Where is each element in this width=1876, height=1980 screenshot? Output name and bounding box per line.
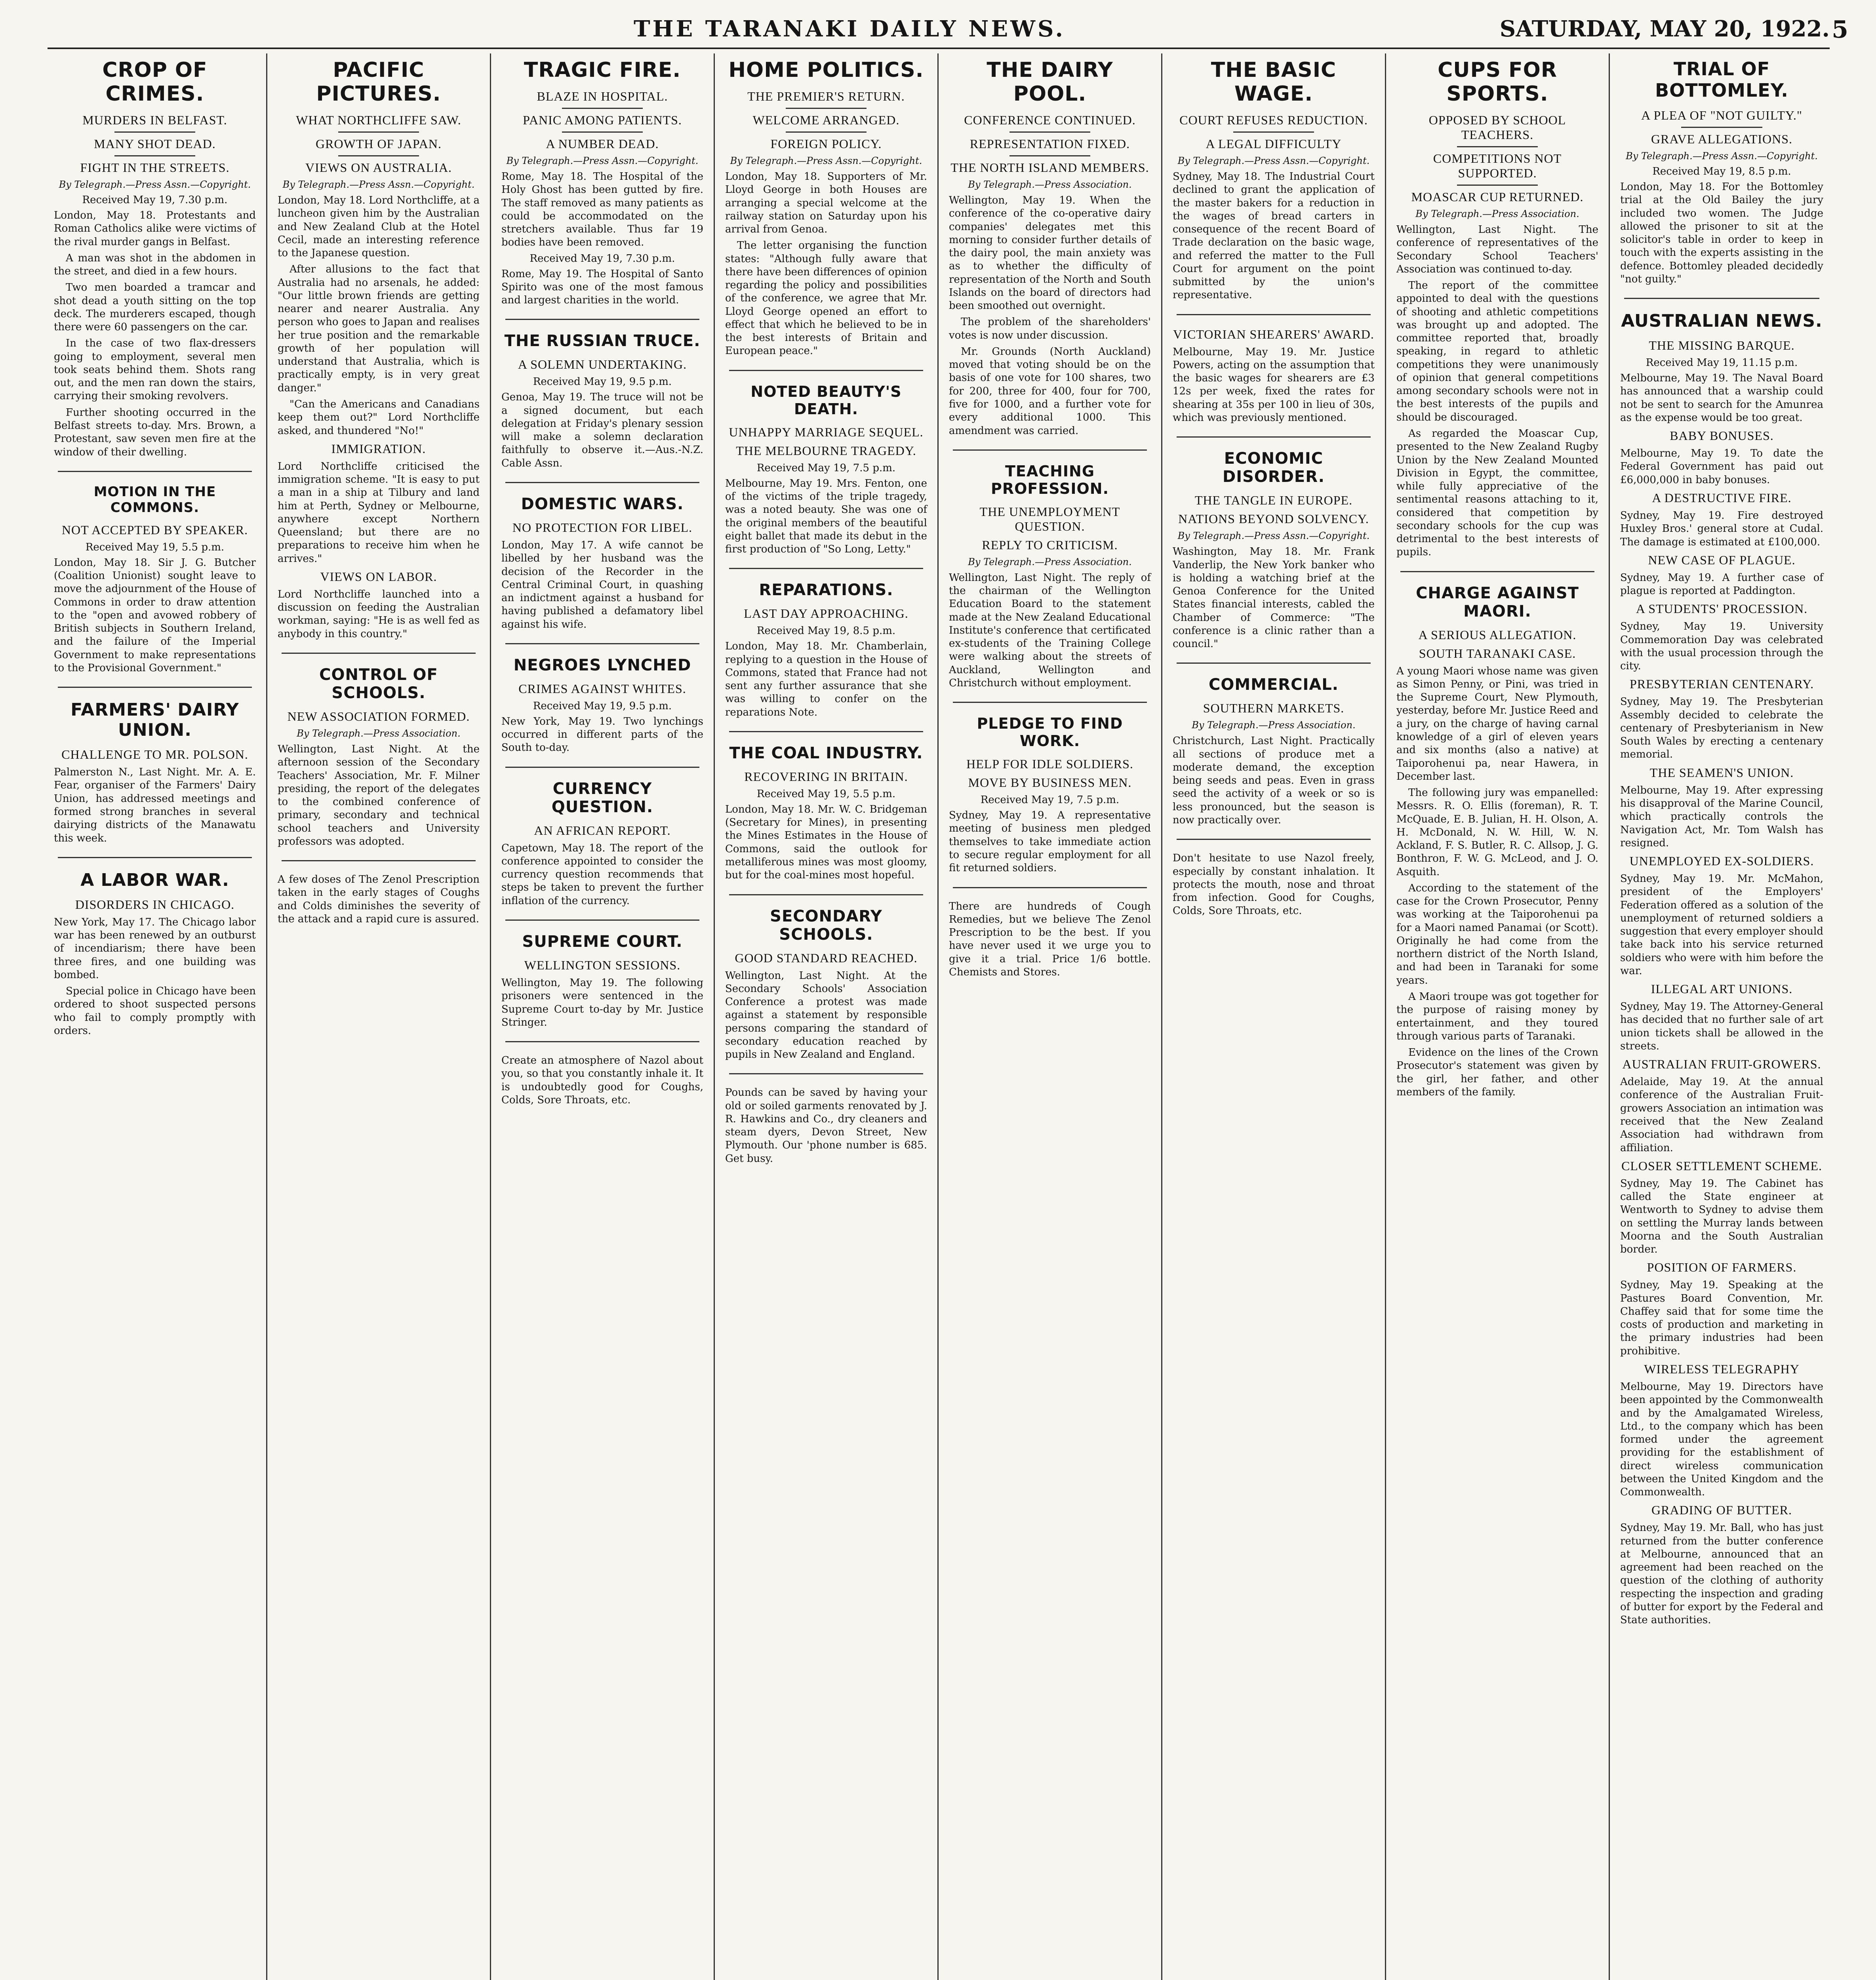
headline: THE COAL INDUSTRY. bbox=[729, 744, 923, 762]
paragraph: London, May 17. A wife cannot be libelled by her husband was the decision of the Recorder in the Central Criminal Court, in quashing an indictment against a husband for having published a defamatory libel against his wife. bbox=[501, 539, 703, 630]
subheadline: AUSTRALIAN FRUIT-GROWERS. bbox=[1622, 1057, 1821, 1072]
subheadline: THE SEAMEN'S UNION. bbox=[1649, 765, 1794, 780]
paragraph: Sydney, May 19. Mr. McMahon, president of the Employers' Federation offered as a solution of the unemployment of returned soldiers a suggestion that every employer should take back into his service returned soldiers who were with him before the war. bbox=[1620, 873, 1823, 977]
subheadline: REPRESENTATION FIXED. bbox=[969, 137, 1130, 151]
subheadline: WELLINGTON SESSIONS. bbox=[524, 958, 681, 972]
paragraph: Sydney, May 19. University Commemoration Day was celebrated with the usual procession through the city. bbox=[1620, 621, 1823, 672]
divider bbox=[1177, 436, 1371, 438]
paragraph: Melbourne, May 19. Mr. Justice Powers, acting on the assumption that the basic wages for shearers are £3 12s per week, fixed the rates for shearing at 35s per 100 in lieu of 30s, which was previously mentioned. bbox=[1173, 346, 1375, 424]
subheadline: REPLY TO CRITICISM. bbox=[982, 537, 1118, 552]
paragraph: Sydney, May 19. Speaking at the Pastures Board Convention, Mr. Chaffey said that for some time the costs of production and marketing in the primary industries had been prohibitive. bbox=[1620, 1279, 1823, 1357]
subheadline: A SOLEMN UNDERTAKING. bbox=[518, 357, 687, 372]
headline: CONTROL OF SCHOOLS. bbox=[319, 665, 438, 702]
rule bbox=[1457, 185, 1538, 186]
paragraph: Palmerston N., Last Night. Mr. A. E. Fear, organiser of the Farmers' Dairy Union, has addressed meetings and formed strong branches in several dairying districts of the Manawatu this week. bbox=[54, 766, 256, 844]
subheadline: MURDERS IN BELFAST. bbox=[82, 113, 227, 127]
headline: THE BASIC WAGE. bbox=[1211, 58, 1337, 106]
column-6 bbox=[1162, 53, 1386, 1980]
paragraph: Capetown, May 18. The report of the conference appointed to consider the currency question recommends that steps be taken to prevent the further inflation of the currency. bbox=[501, 842, 703, 907]
paragraph: Special police in Chicago have been ordered to shoot suspected persons who fail to comply promptly with orders. bbox=[54, 985, 256, 1037]
headline: THE RUSSIAN TRUCE. bbox=[504, 332, 701, 350]
column-4 bbox=[715, 53, 939, 1980]
headline: PLEDGE TO FIND WORK. bbox=[977, 715, 1123, 750]
headline: CUPS FOR SPORTS. bbox=[1438, 58, 1557, 106]
subheadline: UNEMPLOYED EX-SOLDIERS. bbox=[1629, 854, 1814, 868]
advertisement: Pounds can be saved by having your old or soiled garments renovated by J. R. Hawkins and Co., dry cleaners and steam dyers, Devon Street, New Plymouth. Our 'phone number is 685. Get busy. bbox=[725, 1087, 927, 1165]
paragraph: Two men boarded a tramcar and shot dead a youth sitting on the top deck. The murderers escaped, though there were 60 passengers on the car. bbox=[54, 282, 256, 333]
rule bbox=[1009, 131, 1090, 133]
article-labor-war bbox=[54, 870, 256, 1038]
subheadline: MOVE BY BUSINESS MEN. bbox=[968, 775, 1132, 790]
subheadline: BLAZE IN HOSPITAL. bbox=[537, 89, 668, 103]
paragraph: London, May 18. Protestants and Roman Catholics alike were victims of the rival murder gangs in Belfast. bbox=[54, 209, 256, 248]
subheadline: THE TANGLE IN EUROPE. bbox=[1194, 493, 1353, 508]
subheadline: THE NORTH ISLAND MEMBERS. bbox=[950, 160, 1149, 175]
subheadline: WHAT NORTHCLIFFE SAW. bbox=[296, 113, 461, 127]
paragraph: Melbourne, May 19. After expressing his disapproval of the Marine Council, which practically controls the Navigation Act, Mr. Tom Walsh has resigned. bbox=[1620, 784, 1823, 849]
subheadline: POSITION OF FARMERS. bbox=[1647, 1260, 1797, 1275]
byline: By Telegraph.—Press Assn.—Copyright. bbox=[1177, 155, 1370, 166]
divider bbox=[953, 702, 1147, 703]
subheadline: DISORDERS IN CHICAGO. bbox=[75, 897, 235, 912]
paragraph: Melbourne, May 19. Directors have been appointed by the Commonwealth and by the Amalgamated Wireless, Ltd., to the company which has been formed under the agreement providing for the establishment of direct wireless communication between the United Kingdom and the Commonwealth. bbox=[1620, 1381, 1823, 1498]
advertisement: A few doses of The Zenol Prescription taken in the early stages of Coughs and Colds diminishes the severity of the attack and a rapid cure is assured. bbox=[278, 874, 480, 925]
article-home-politics bbox=[725, 58, 927, 358]
paragraph: Wellington, Last Night. At the afternoon session of the Secondary Teachers' Association, Mr. F. Milner presiding, the report of the delegates to the combined conference of primary, secondary and technical school teachers and University professors was adopted. bbox=[278, 743, 480, 847]
article-negroes-lynched bbox=[501, 656, 703, 755]
column-2 bbox=[267, 53, 491, 1980]
subheadline: NATIONS BEYOND SOLVENCY. bbox=[1178, 512, 1369, 526]
subheadline: COMPETITIONS NOT SUPPORTED. bbox=[1433, 151, 1562, 180]
divider bbox=[953, 887, 1147, 888]
headline: COMMERCIAL. bbox=[1209, 676, 1339, 694]
paragraph: The following jury was empanelled: Messrs. R. O. Ellis (foreman), R. T. McQuade, E. B. Julian, H. H. Olson, A. H. McDonald, N. W. Hill, W. N. Ackland, F. S. Butler, R. C. Allsop, J. G. Bonthron, F. W. G. McLeod, and J. O. Asquith. bbox=[1396, 787, 1598, 878]
section-heading: IMMIGRATION. bbox=[331, 441, 426, 456]
headline: FARMERS' DAIRY UNION. bbox=[70, 700, 239, 741]
paragraph: London, May 18. Mr. Chamberlain, replying to a question in the House of Commons, stated that France had not sent any further assurance that she was willing to confer on the reparations Note. bbox=[725, 640, 927, 718]
article-currency-question bbox=[501, 780, 703, 908]
paragraph: Rome, May 19. The Hospital of Santo Spirito was one of the most famous and largest charities in the world. bbox=[501, 268, 703, 307]
newspaper-title: THE TARANAKI DAILY NEWS. bbox=[634, 16, 1065, 42]
article-victorian-shearers bbox=[1173, 327, 1375, 425]
headline: NOTED BEAUTY'S DEATH. bbox=[750, 383, 902, 418]
byline: By Telegraph.—Press Association. bbox=[1415, 208, 1579, 219]
headline: PACIFIC PICTURES. bbox=[316, 58, 441, 106]
paragraph: Melbourne, May 19. To date the Federal Government has paid out £6,000,000 in baby bonuses. bbox=[1620, 447, 1823, 486]
divider bbox=[505, 643, 699, 644]
received-time: Received May 19, 7.30 p.m. bbox=[529, 252, 675, 265]
subheadline: COURT REFUSES REDUCTION. bbox=[1179, 113, 1368, 127]
subheadline: THE MISSING BARQUE. bbox=[1649, 338, 1795, 353]
paragraph: The report of the committee appointed to deal with the questions of shooting and athletic competitions was brought up and adopted. The committee reported that, broadly speaking, in regard to athletic competitions they were unanimously of opinion that general competitions among secondary schools were not in the best interests of the pupils and should be discouraged. bbox=[1396, 280, 1598, 423]
subheadline: MOASCAR CUP RETURNED. bbox=[1411, 190, 1584, 204]
paragraph: Lord Northcliffe launched into a discussion on feeding the Australian workman, saying: "He is as well fed as anybody in this country." bbox=[278, 588, 480, 640]
subheadline: GRADING OF BUTTER. bbox=[1651, 1503, 1792, 1517]
divider bbox=[282, 860, 476, 861]
headline: REPARATIONS. bbox=[759, 581, 893, 600]
paragraph: London, May 18. Mr. W. C. Bridgeman (Secretary for Mines), in presenting the Mines Estimates in the House of Commons, said the outlook for metalliferous mines was most gloomy, but for the coal-mines most hopeful. bbox=[725, 803, 927, 881]
subheadline: A SERIOUS ALLEGATION. bbox=[1418, 627, 1577, 642]
headline: TRAGIC FIRE. bbox=[524, 58, 681, 82]
subheadline: PRESBYTERIAN CENTENARY. bbox=[1629, 677, 1814, 691]
advertisement: There are hundreds of Cough Remedies, but we believe The Zenol Prescription to be the best. If you have never used it we urge you to give it a trial. Price 1/6 bottle. Chemists and Stores. bbox=[949, 900, 1151, 978]
paragraph: New York, May 19. Two lynchings occurred in different parts of the South to-day. bbox=[501, 715, 703, 754]
paragraph: Sydney, May 19. A representative meeting of business men pledged themselves to take immediate action to secure regular employment for all fit returned soldiers. bbox=[949, 809, 1151, 874]
article-motion-commons bbox=[54, 484, 256, 675]
subheadline: VICTORIAN SHEARERS' AWARD. bbox=[1173, 327, 1374, 341]
article-basic-wage bbox=[1173, 58, 1375, 302]
headline: TRIAL OF BOTTOMLEY. bbox=[1655, 58, 1788, 101]
rule bbox=[114, 131, 195, 133]
byline: By Telegraph.—Press Association. bbox=[968, 556, 1132, 567]
divider bbox=[505, 767, 699, 768]
rule bbox=[338, 155, 419, 156]
byline: By Telegraph.—Press Assn.—Copyright. bbox=[1177, 530, 1370, 542]
article-russian-truce bbox=[501, 332, 703, 470]
article-teaching-profession bbox=[949, 463, 1151, 690]
subheadline: OPPOSED BY SCHOOL TEACHERS. bbox=[1428, 113, 1566, 142]
subheadline: LAST DAY APPROACHING. bbox=[744, 606, 908, 621]
paragraph: The problem of the shareholders' votes is now under discussion. bbox=[949, 316, 1151, 341]
paragraph: Washington, May 18. Mr. Frank Vanderlip, the New York banker who is holding a watching brief at the Genoa Conference for the United States financial interests, cabled the Chamber of Commerce: "The conference is a clinic rather than a council." bbox=[1173, 546, 1375, 650]
paragraph: In the case of two flax-dressers going to employment, several men took seats behind them. Shots rang out, and the men ran down the stairs, carrying their smoking revolvers. bbox=[54, 337, 256, 402]
subheadline: VIEWS ON AUSTRALIA. bbox=[305, 160, 452, 175]
headline: NEGROES LYNCHED bbox=[513, 656, 691, 674]
subheadline: CHALLENGE TO MR. POLSON. bbox=[61, 747, 248, 762]
subheadline: A DESTRUCTIVE FIRE. bbox=[1652, 490, 1792, 505]
paragraph: London, May 18. Lord Northcliffe, at a luncheon given him by the Australian and New Zealand Club at the Hotel Cecil, made an interesting reference to the Japanese question. bbox=[278, 194, 480, 259]
paragraph: The letter organising the function states: "Although fully aware that there have been differences of opinion regarding the policy and possibilities of the conference, we agree that Mr. Lloyd George opened an effort to effect that which he believed to be in the best interests of Britain and European peace." bbox=[725, 240, 927, 357]
received-time: Received May 19, 5.5 p.m. bbox=[85, 541, 225, 553]
headline: CURRENCY QUESTION. bbox=[551, 779, 653, 816]
article-control-of-schools bbox=[278, 666, 480, 848]
article-charge-against-maori bbox=[1396, 584, 1598, 1099]
paragraph: According to the statement of the case for the Crown Prosecutor, Penny was working at the Taiporohenui pa for a Maori named Panamai (or Scott). Originally he had come from the northern district of the North Island, and had been in Taranaki for some years. bbox=[1396, 882, 1598, 986]
divider bbox=[58, 857, 252, 858]
divider bbox=[953, 449, 1147, 451]
paragraph: London, May 18. Sir J. G. Butcher (Coalition Unionist) sought leave to move the adjournment of the House of Commons in order to draw attention to the "open and avowed robbery of British subjects in Southern Ireland, and the failure of the Imperial Government to make representations to the Provisional Government." bbox=[54, 556, 256, 674]
subheadline: NOT ACCEPTED BY SPEAKER. bbox=[61, 522, 248, 537]
byline: By Telegraph.—Press Association. bbox=[297, 727, 461, 739]
subheadline: BABY BONUSES. bbox=[1670, 428, 1774, 443]
paragraph: Evidence on the lines of the Crown Prosecutor's statement was given by the girl, her father, and other members of the family. bbox=[1396, 1047, 1598, 1098]
paragraph: Wellington, Last Night. At the Secondary Schools' Association Conference a protest was made against a statement by responsible persons comparing the standard of secondary education reached by pupils in New Zealand and England. bbox=[725, 969, 927, 1061]
headline: CROP OF CRIMES. bbox=[102, 58, 208, 106]
rule bbox=[338, 131, 419, 133]
paragraph: Mr. Grounds (North Auckland) moved that voting should be on the basis of one vote for 100 shares, two for 200, three for 400, four for 700, five for 1000, and a further vote for every additional 1000. This amendment was carried. bbox=[949, 345, 1151, 437]
article-farmers-dairy-union bbox=[54, 700, 256, 845]
headline: THE DAIRY POOL. bbox=[987, 58, 1113, 106]
received-time: Received May 19, 9.5 p.m. bbox=[533, 376, 672, 388]
paragraph: Sydney, May 19. Fire destroyed Huxley Bros.' general store at Cudal. The damage is estimated at £100,000. bbox=[1620, 509, 1823, 548]
article-noted-beauty bbox=[725, 383, 927, 556]
subheadline: GROWTH OF JAPAN. bbox=[316, 137, 442, 151]
rule bbox=[114, 155, 195, 156]
headline: A LABOR WAR. bbox=[80, 870, 229, 890]
paragraph: Sydney, May 19. Mr. Ball, who has just returned from the butter conference at Melbourne, announced that an agreement had been reached on the question of the clothing of authority respecting the inspection and grading of butter for export by the Federal and State authorities. bbox=[1620, 1522, 1823, 1626]
subheadline: CRIMES AGAINST WHITES. bbox=[518, 681, 686, 696]
masthead bbox=[48, 16, 1830, 49]
rule bbox=[562, 108, 643, 109]
article-cups-for-sports bbox=[1396, 58, 1598, 559]
paragraph: After allusions to the fact that Australia had no arsenals, he added: "Our little brown friends are getting nearer and nearer Australia. Any person who goes to Japan and realises her true position and the remarkable growth of her population will understand that Australia, which is practically empty, is in very great danger." bbox=[278, 263, 480, 394]
paragraph: London, May 18. For the Bottomley trial at the Old Bailey the jury included two women. The Judge allowed the prisoner to sit at the solicitor's table in order to keep in touch with the experts assisting in the defence. Bottomley pleaded decidedly "not guilty." bbox=[1620, 181, 1823, 285]
paragraph: Sydney, May 18. The Industrial Court declined to grant the application of the master bakers for a reduction in the wages of bread carters in consequence of the recent Board of Trade declaration on the basic wage, and referred the matter to the Full Court for argument on the point submitted by the union's representative. bbox=[1173, 171, 1375, 301]
subheadline: SOUTHERN MARKETS. bbox=[1203, 701, 1345, 716]
byline: By Telegraph.—Press Assn.—Copyright. bbox=[1626, 150, 1818, 162]
received-time: Received May 19, 8.5 p.m. bbox=[756, 625, 896, 637]
paragraph: New York, May 17. The Chicago labor war has been renewed by an outburst of incendiarism; there have been three fires, and one building was bombed. bbox=[54, 916, 256, 981]
paragraph: Wellington, May 19. When the conference of the co-operative dairy companies' delegates met this morning to consider further details of the dairy pool, the main anxiety was as to whether the difficulty of representation of the North and South Islands on the board of directors had been smoothed out overnight. bbox=[949, 194, 1151, 312]
rule bbox=[1457, 146, 1538, 147]
received-time: Received May 19, 11.15 p.m. bbox=[1646, 357, 1798, 369]
paragraph: As regarded the Moascar Cup, presented to the New Zealand Rugby Union by the New Zealand Mounted Division in Egypt, the committee, while fully appreciative of the sentimental reasons attaching to it, considered that competition by secondary schools for the cup was detrimental to the best interests of pupils. bbox=[1396, 427, 1598, 558]
subheadline: THE PREMIER'S RETURN. bbox=[747, 89, 905, 103]
issue-date: SATURDAY, MAY 20, 1922. bbox=[1499, 16, 1830, 42]
received-time: Received May 19, 7.5 p.m. bbox=[756, 462, 896, 474]
article-reparations bbox=[725, 581, 927, 719]
subheadline: A NUMBER DEAD. bbox=[546, 137, 659, 151]
headline: SUPREME COURT. bbox=[522, 932, 683, 951]
headline: ECONOMIC DISORDER. bbox=[1223, 449, 1325, 486]
column-7 bbox=[1386, 53, 1610, 1980]
paragraph: Melbourne, May 19. The Naval Board has announced that a warship could not be sent to search for the Amunrea as the expense would be too great. bbox=[1620, 372, 1823, 424]
subheadline: FIGHT IN THE STREETS. bbox=[80, 160, 230, 175]
rule bbox=[1233, 131, 1314, 133]
article-domestic-wars bbox=[501, 495, 703, 631]
article-dairy-pool bbox=[949, 58, 1151, 438]
subheadline: ILLEGAL ART UNIONS. bbox=[1651, 982, 1793, 996]
divider bbox=[1177, 314, 1371, 315]
paragraph: Sydney, May 19. A further case of plague is reported at Paddington. bbox=[1620, 571, 1823, 597]
article-australian-news bbox=[1620, 311, 1823, 1627]
subheadline: FOREIGN POLICY. bbox=[770, 137, 882, 151]
divider bbox=[729, 568, 923, 569]
divider bbox=[729, 731, 923, 732]
received-time: Received May 19, 9.5 p.m. bbox=[533, 700, 672, 712]
byline: By Telegraph.—Press Association. bbox=[1192, 720, 1356, 731]
article-trial-of-bottomley bbox=[1620, 58, 1823, 286]
headline: CHARGE AGAINST MAORI. bbox=[1416, 584, 1579, 621]
page-columns bbox=[44, 53, 1834, 1980]
divider bbox=[1177, 839, 1371, 840]
paragraph: Sydney, May 19. The Presbyterian Assembly decided to celebrate the centenary of Presbyterianism in New South Wales by erecting a centenary memorial. bbox=[1620, 696, 1823, 761]
article-tragic-fire bbox=[501, 58, 703, 307]
divider bbox=[58, 687, 252, 688]
byline: By Telegraph.—Press Assn.—Copyright. bbox=[730, 155, 922, 166]
paragraph: Genoa, May 19. The truce will not be a signed document, but each delegation at Friday's plenary session will make a solemn declaration faithfully to observe it.—Aus.-N.Z. Cable Assn. bbox=[501, 391, 703, 469]
subheadline: AN AFRICAN REPORT. bbox=[534, 823, 671, 838]
subheadline: A STUDENTS' PROCESSION. bbox=[1636, 602, 1808, 616]
headline: AUSTRALIAN NEWS. bbox=[1621, 311, 1823, 331]
article-secondary-schools bbox=[725, 907, 927, 1062]
divider bbox=[505, 1041, 699, 1042]
paragraph: Sydney, May 19. The Cabinet has called the State engineer at Wentworth to Sydney to advise them on settling the Murray lands between Moorna and the South Australian border. bbox=[1620, 1177, 1823, 1256]
subheadline: CLOSER SETTLEMENT SCHEME. bbox=[1621, 1158, 1823, 1173]
subheadline: PANIC AMONG PATIENTS. bbox=[523, 113, 682, 127]
subheadline: A LEGAL DIFFICULTY bbox=[1206, 137, 1342, 151]
subheadline: A PLEA OF "NOT GUILTY." bbox=[1641, 108, 1802, 122]
headline: SECONDARY SCHOOLS. bbox=[770, 907, 882, 944]
article-commercial bbox=[1173, 676, 1375, 827]
article-pacific-pictures bbox=[278, 58, 480, 641]
article-economic-disorder bbox=[1173, 449, 1375, 651]
byline: By Telegraph.—Press Assn.—Copyright. bbox=[59, 179, 251, 190]
column-3 bbox=[491, 53, 715, 1980]
divider bbox=[729, 894, 923, 895]
subheadline: GOOD STANDARD REACHED. bbox=[735, 950, 918, 965]
divider bbox=[58, 471, 252, 472]
advertisement: Don't hesitate to use Nazol freely, especially by constant inhalation. It protects the mouth, nose and throat from infection. Good for Coughs, Colds, Sore Throats, etc. bbox=[1173, 852, 1375, 917]
article-crop-of-crimes bbox=[54, 58, 256, 459]
subheadline: MANY SHOT DEAD. bbox=[94, 137, 216, 151]
column-1 bbox=[44, 53, 267, 1980]
paragraph: Adelaide, May 19. At the annual conference of the Australian Fruit-growers Association an intimation was received that the New Zealand Association had withdrawn from affiliation. bbox=[1620, 1076, 1823, 1154]
paragraph: A young Maori whose name was given as Simon Penny, or Pini, was tried in the Supreme Court, New Plymouth, yesterday, before Mr. Justice Reed and a jury, on the charge of having carnal knowledge of a girl of eleven years and six months (also a native) at Taiporohenui pa, near Hawera, in December last. bbox=[1396, 665, 1598, 782]
subheadline: NEW CASE OF PLAGUE. bbox=[1648, 552, 1796, 567]
paragraph: Further shooting occurred in the Belfast streets to-day. Mrs. Brown, a Protestant, saw seven men fire at the window of their dwelling. bbox=[54, 406, 256, 458]
subheadline: NO PROTECTION FOR LIBEL. bbox=[512, 520, 693, 535]
subheadline: THE UNEMPLOYMENT QUESTION. bbox=[979, 504, 1120, 533]
paragraph: Wellington, May 19. The following prisoners were sentenced in the Supreme Court to-day by Mr. Justice Stringer. bbox=[501, 977, 703, 1028]
divider bbox=[729, 370, 923, 371]
byline: By Telegraph.—Press Association. bbox=[968, 179, 1132, 190]
divider bbox=[1177, 663, 1371, 664]
headline: DOMESTIC WARS. bbox=[521, 495, 684, 513]
paragraph: Sydney, May 19. The Attorney-General has decided that no further sale of art union tickets shall be allowed in the streets. bbox=[1620, 1001, 1823, 1052]
advertisement: Create an atmosphere of Nazol about you, so that you constantly inhale it. It is undoubtedly good for Coughs, Colds, Sore Throats, etc. bbox=[501, 1055, 703, 1106]
column-8 bbox=[1610, 53, 1834, 1980]
article-supreme-court bbox=[501, 933, 703, 1029]
received-time: Received May 19, 7.30 p.m. bbox=[82, 194, 228, 206]
subheadline: WELCOME ARRANGED. bbox=[752, 113, 900, 127]
paragraph: Lord Northcliffe criticised the immigration scheme. "It is easy to put a man in a ship at Tilbury and land him at Perth, Sydney or Melbourne, anywhere except Northern Queensland; but there are no preparations to receive him when he arrives." bbox=[278, 460, 480, 565]
section-heading: VIEWS ON LABOR. bbox=[320, 569, 437, 584]
paragraph: Christchurch, Last Night. Practically all sections of produce met a moderate demand, the exception being seeds and peas. Even in grass seed the activity of a week or so is less pronounced, but the season is now practically over. bbox=[1173, 735, 1375, 826]
paragraph: Wellington, Last Night. The reply of the chairman of the Wellington Education Board to the statement made at the New Zealand Educational Institute's conference that certificated ex-students of the Training College were walking about the streets of Auckland, Wellington and Christchurch without employment. bbox=[949, 571, 1151, 689]
headline: MOTION IN THE COMMONS. bbox=[93, 484, 216, 516]
byline: By Telegraph.—Press Assn.—Copyright. bbox=[506, 155, 699, 166]
article-coal-industry bbox=[725, 744, 927, 882]
rule bbox=[786, 131, 867, 133]
rule bbox=[562, 131, 643, 133]
subheadline: HELP FOR IDLE SOLDIERS. bbox=[966, 757, 1133, 771]
divider bbox=[1400, 571, 1594, 572]
paragraph: A man was shot in the abdomen in the street, and died in a few hours. bbox=[54, 252, 256, 278]
divider bbox=[282, 653, 476, 654]
paragraph: London, May 18. Supporters of Mr. Lloyd George in both Houses are arranging a special welcome at the railway station on Saturday upon his arrival from Genoa. bbox=[725, 171, 927, 236]
divider bbox=[729, 1073, 923, 1074]
subheadline: NEW ASSOCIATION FORMED. bbox=[287, 709, 470, 723]
divider bbox=[505, 920, 699, 921]
received-time: Received May 19, 8.5 p.m. bbox=[1652, 166, 1791, 177]
article-pledge-to-find-work bbox=[949, 715, 1151, 875]
column-5 bbox=[939, 53, 1162, 1980]
divider bbox=[505, 319, 699, 320]
divider bbox=[1624, 298, 1819, 299]
rule bbox=[1681, 127, 1762, 128]
subheadline: THE MELBOURNE TRAGEDY. bbox=[736, 443, 916, 458]
headline: TEACHING PROFESSION. bbox=[990, 462, 1109, 497]
subheadline: GRAVE ALLEGATIONS. bbox=[1651, 132, 1792, 146]
byline: By Telegraph.—Press Assn.—Copyright. bbox=[282, 179, 475, 190]
rule bbox=[786, 108, 867, 109]
subheadline: WIRELESS TELEGRAPHY bbox=[1644, 1362, 1800, 1376]
received-time: Received May 19, 7.5 p.m. bbox=[980, 794, 1120, 806]
paragraph: "Can the Americans and Canadians keep them out?" Lord Northcliffe asked, and thundered "No!" bbox=[278, 398, 480, 437]
headline: HOME POLITICS. bbox=[728, 58, 924, 82]
received-time: Received May 19, 5.5 p.m. bbox=[756, 788, 896, 800]
subheadline: SOUTH TARANAKI CASE. bbox=[1419, 646, 1576, 661]
divider bbox=[505, 482, 699, 483]
paragraph: Wellington, Last Night. The conference of representatives of the Secondary School Teachers' Association was continued to-day. bbox=[1396, 224, 1598, 275]
page-number: 5 bbox=[1832, 16, 1848, 44]
paragraph: Rome, May 18. The Hospital of the Holy Ghost has been gutted by fire. The staff removed as many patients as could be accommodated on the stretchers available. Thus far 19 bodies have been removed. bbox=[501, 171, 703, 249]
subheadline: CONFERENCE CONTINUED. bbox=[964, 113, 1136, 127]
subheadline: RECOVERING IN BRITAIN. bbox=[744, 769, 908, 784]
subheadline: UNHAPPY MARRIAGE SEQUEL. bbox=[729, 425, 924, 439]
rule bbox=[1009, 155, 1090, 156]
paragraph: Melbourne, May 19. Mrs. Fenton, one of the victims of the triple tragedy, was a noted beauty. She was one of the original members of the beautiful eight ballet that made its debut in the first production of "So Long, Letty." bbox=[725, 477, 927, 556]
paragraph: A Maori troupe was got together for the purpose of raising money by entertainment, and they toured through various parts of Taranaki. bbox=[1396, 991, 1598, 1042]
